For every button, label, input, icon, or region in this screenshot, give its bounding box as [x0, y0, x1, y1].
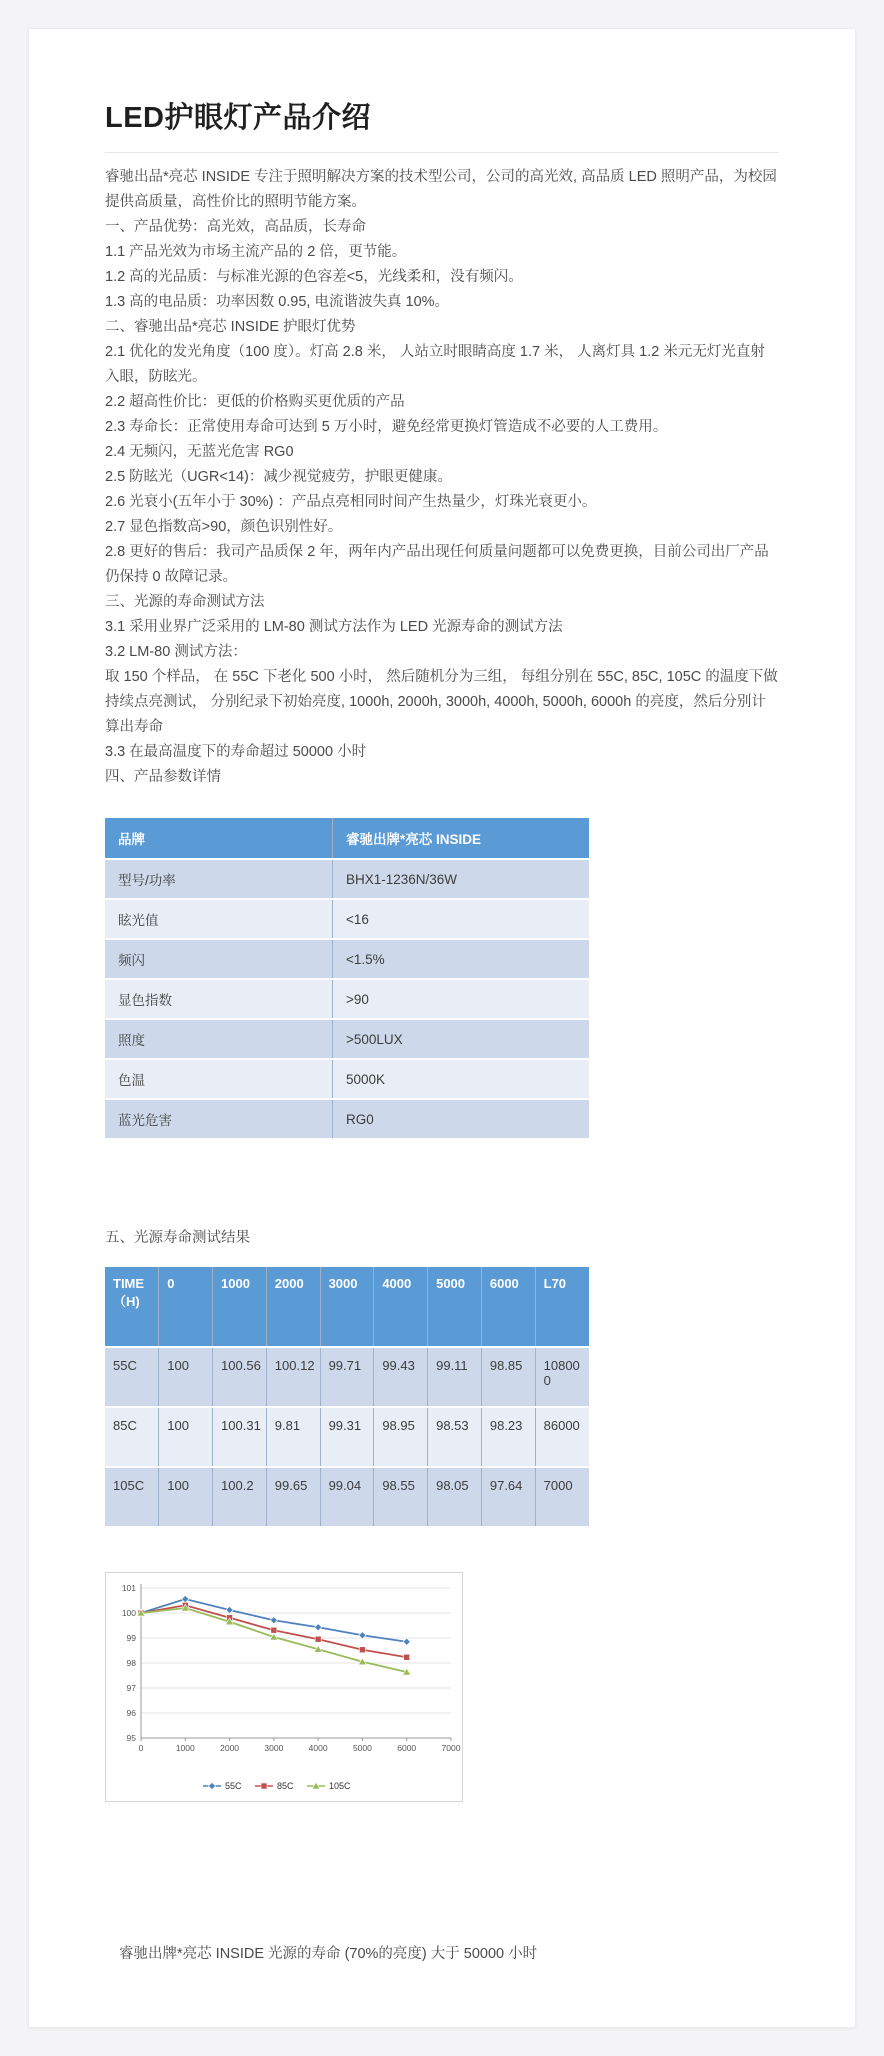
param-table-row: [105, 1059, 589, 1099]
life-table-header-cell: 5000: [428, 1267, 482, 1347]
life-table-cell: 98.53: [428, 1407, 482, 1467]
life-table-cell: 100: [159, 1407, 213, 1467]
product-params-table: [105, 818, 589, 1140]
y-axis-tick-label: 99: [126, 1633, 136, 1643]
param-table-row: [105, 939, 589, 979]
body-paragraph: 2.3 寿命长：正常使用寿命可达到 5 万小时，避免经常更换灯管造成不必要的人工费用。: [105, 419, 668, 435]
life-table-cell: 9.81: [266, 1407, 320, 1467]
life-table-cell: 99.04: [320, 1467, 374, 1527]
y-axis-tick-label: 95: [126, 1733, 136, 1743]
body-paragraph: 3.3 在最高温度下的寿命超过 50000 小时: [105, 744, 367, 760]
param-table-cell: 眩光值: [105, 899, 332, 939]
life-table-header-cell: 1000: [213, 1267, 267, 1347]
x-axis-tick-label: 6000: [397, 1743, 417, 1753]
life-table-header-row: [105, 1267, 589, 1347]
lifetime-line-chart: [107, 1574, 461, 1800]
body-paragraph: 3.1 采用业界广泛采用的 LM-80 测试方法作为 LED 光源寿命的测试方法: [105, 619, 563, 635]
body-text: [105, 165, 779, 790]
life-table-header-cell: 6000: [481, 1267, 535, 1347]
life-table-cell: 7000: [535, 1467, 589, 1527]
param-table-row: [105, 859, 589, 899]
data-point-marker: [208, 1782, 215, 1789]
body-paragraph: 2.5 防眩光（UGR<14)：减少视觉疲劳，护眼更健康。: [105, 469, 452, 485]
param-table-cell: 频闪: [105, 939, 332, 979]
param-table-cell: 色温: [105, 1059, 332, 1099]
body-paragraph: 三、光源的寿命测试方法: [105, 594, 265, 610]
param-table-row: [105, 1019, 589, 1059]
life-table-cell: 105C: [105, 1467, 159, 1527]
y-axis-tick-label: 97: [126, 1683, 136, 1693]
life-table-cell: 100.31: [213, 1407, 267, 1467]
legend-label-55c: 55C: [225, 1781, 242, 1791]
life-table-cell: 97.64: [481, 1467, 535, 1527]
body-paragraph: 四、产品参数详情: [105, 769, 221, 785]
body-paragraph: 2.8 更好的售后：我司产品质保 2 年，两年内产品出现任何质量问题都可以免费更换，目前公司出厂产品仍保持 0 故障记录。: [105, 544, 769, 585]
param-table-cell: 照度: [105, 1019, 332, 1059]
x-axis-tick-label: 0: [138, 1743, 144, 1753]
data-point-marker: [271, 1627, 277, 1633]
life-table-cell: 85C: [105, 1407, 159, 1467]
param-table-row: [105, 1099, 589, 1139]
life-table-body: [105, 1347, 589, 1527]
legend-label-105c: 105C: [329, 1781, 351, 1791]
life-table-cell: 99.65: [266, 1467, 320, 1527]
param-table-cell: 显色指数: [105, 979, 332, 1019]
y-axis-tick-label: 98: [126, 1658, 136, 1668]
life-table-header-cell: 0: [159, 1267, 213, 1347]
data-point-marker: [404, 1654, 410, 1660]
param-table-row: [105, 979, 589, 1019]
param-table-cell: >90: [332, 979, 589, 1019]
body-paragraph: 2.1 优化的发光角度（100 度）。灯高 2.8 米， 人站立时眼睛高度 1.7 米， 人离灯具 1.2 米元无灯光直射入眼，防眩光。: [105, 344, 765, 385]
life-table-cell: 99.31: [320, 1407, 374, 1467]
life-table-row: [105, 1407, 589, 1467]
section-5-heading: 五、光源寿命测试结果: [105, 1230, 250, 1246]
page-title: LED护眼灯产品介绍: [105, 102, 372, 134]
life-table-cell: 98.55: [374, 1467, 428, 1527]
y-axis-tick-label: 96: [126, 1708, 136, 1718]
life-table-header-cell: 2000: [266, 1267, 320, 1347]
x-axis-tick-label: 4000: [308, 1743, 328, 1753]
param-table-cell: >500LUX: [332, 1019, 589, 1059]
body-paragraph: 2.4 无频闪，无蓝光危害 RG0: [105, 444, 294, 460]
body-paragraph: 睿驰出品*亮芯 INSIDE 专注于照明解决方案的技术型公司，公司的高光效, 高品质 LED 照明产品，为校园提供高质量，高性价比的照明节能方案。: [105, 169, 777, 210]
body-paragraph: 2.6 光衰小(五年小于 30%) ：产品点亮相同时间产生热量少，灯珠光衰更小。: [105, 494, 597, 510]
life-table-cell: 100.56: [213, 1347, 267, 1407]
life-table-header-cell: 3000: [320, 1267, 374, 1347]
body-paragraph: 二、睿驰出品*亮芯 INSIDE 护眼灯优势: [105, 319, 356, 335]
param-table-header-cell: 睿驰出牌*亮芯 INSIDE: [332, 818, 589, 859]
param-table-cell: <1.5%: [332, 939, 589, 979]
life-table-header-cell: L70: [535, 1267, 589, 1347]
life-table-row: [105, 1467, 589, 1527]
content-card: [28, 28, 856, 2028]
param-table-cell: BHX1-1236N/36W: [332, 859, 589, 899]
param-table-body: [105, 859, 589, 1139]
life-table-cell: 98.23: [481, 1407, 535, 1467]
life-table-header-cell: TIME（H): [105, 1267, 159, 1347]
data-point-marker: [403, 1638, 410, 1645]
data-point-marker: [315, 1624, 322, 1631]
x-axis-tick-label: 1000: [175, 1743, 195, 1753]
y-axis-tick-label: 100: [121, 1608, 136, 1618]
body-paragraph: 2.2 超高性价比：更低的价格购买更优质的产品: [105, 394, 405, 410]
chart-panel: [105, 1572, 463, 1802]
data-point-marker: [315, 1636, 321, 1642]
life-table-cell: 99.71: [320, 1347, 374, 1407]
param-table-cell: RG0: [332, 1099, 589, 1139]
life-table-row: [105, 1347, 589, 1407]
param-table-cell: <16: [332, 899, 589, 939]
body-paragraph: 一、产品优势：高光效，高品质，长寿命: [105, 219, 366, 235]
title-divider: [105, 152, 779, 153]
life-table-cell: 98.85: [481, 1347, 535, 1407]
lifetime-results-table: [105, 1267, 589, 1528]
param-table-header-row: [105, 818, 589, 859]
body-paragraph: 3.2 LM-80 测试方法：: [105, 644, 247, 660]
life-table-cell: 86000: [535, 1407, 589, 1467]
life-table-cell: 100: [159, 1347, 213, 1407]
body-paragraph: 1.2 高的光品质：与标准光源的色容差<5，光线柔和，没有频闪。: [105, 269, 523, 285]
data-point-marker: [182, 1595, 189, 1602]
life-table-cell: 55C: [105, 1347, 159, 1407]
x-axis-tick-label: 3000: [264, 1743, 284, 1753]
life-table-cell: 98.95: [374, 1407, 428, 1467]
life-table-cell: 99.43: [374, 1347, 428, 1407]
data-point-marker: [270, 1617, 277, 1624]
y-axis-tick-label: 101: [121, 1583, 136, 1593]
body-paragraph: 2.7 显色指数高>90，颜色识别性好。: [105, 519, 343, 535]
life-table-cell: 99.11: [428, 1347, 482, 1407]
param-table-cell: 5000K: [332, 1059, 589, 1099]
legend-label-85c: 85C: [277, 1781, 294, 1791]
life-table-cell: 100: [159, 1467, 213, 1527]
data-point-marker: [359, 1647, 365, 1653]
param-table-row: [105, 899, 589, 939]
param-table-cell: 蓝光危害: [105, 1099, 332, 1139]
x-axis-tick-label: 2000: [220, 1743, 240, 1753]
param-table-cell: 型号/功率: [105, 859, 332, 899]
x-axis-tick-label: 7000: [441, 1743, 461, 1753]
param-table-header-cell: 品牌: [105, 818, 332, 859]
body-paragraph: 1.3 高的电品质：功率因数 0.95, 电流谐波失真 10%。: [105, 294, 450, 310]
life-table-cell: 100.12: [266, 1347, 320, 1407]
life-table-cell: 100.2: [213, 1467, 267, 1527]
footer-caption: 睿驰出牌*亮芯 INSIDE 光源的寿命 (70%的亮度) 大于 50000 小时: [119, 1946, 538, 1962]
body-paragraph: 取 150 个样品， 在 55C 下老化 500 小时， 然后随机分为三组， 每组分别在 55C, 85C, 105C 的温度下做持续点亮测试， 分别纪录下初始亮度, 1000h, 2000h, 3000h, 4000h, 5000h, 6000h 的亮度，然后分别计算出寿命: [105, 669, 778, 735]
life-table-cell: 98.05: [428, 1467, 482, 1527]
body-paragraph: 1.1 产品光效为市场主流产品的 2 倍，更节能。: [105, 244, 407, 260]
life-table-header-cell: 4000: [374, 1267, 428, 1347]
x-axis-tick-label: 5000: [352, 1743, 372, 1753]
life-table-cell: 108000: [535, 1347, 589, 1407]
data-point-marker: [261, 1783, 267, 1789]
